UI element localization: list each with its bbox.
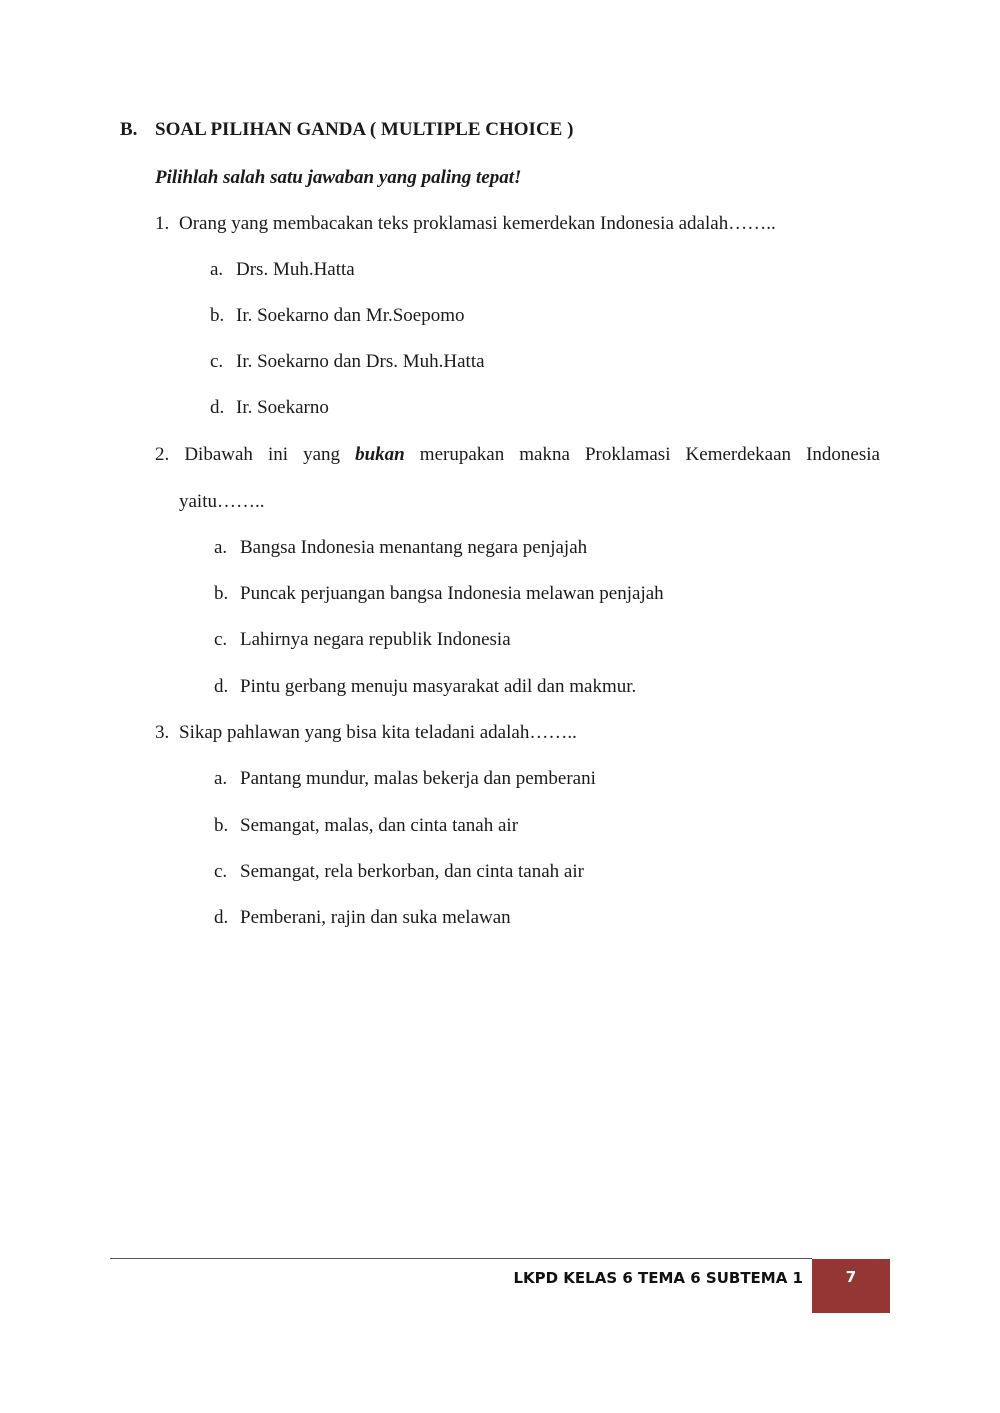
option-text: Puncak perjuangan bangsa Indonesia melawan penjajah bbox=[240, 583, 664, 604]
question-3-text: Sikap pahlawan yang bisa kita teladani adalah…….. bbox=[179, 722, 577, 743]
question-3 bbox=[155, 721, 577, 745]
question-2-word: ini bbox=[267, 444, 289, 465]
option-letter: d. bbox=[214, 676, 229, 697]
section-title: SOAL PILIHAN GANDA ( MULTIPLE CHOICE ) bbox=[155, 119, 574, 140]
question-2-word: Dibawah bbox=[184, 444, 253, 465]
instruction-text: Pilihlah salah satu jawaban yang paling tepat! bbox=[155, 167, 522, 188]
option-text: Ir. Soekarno dan Mr.Soepomo bbox=[236, 305, 465, 326]
question-1 bbox=[155, 212, 776, 236]
option-text: Lahirnya negara republik Indonesia bbox=[240, 629, 511, 650]
option-letter: c. bbox=[210, 351, 224, 372]
option-text: Semangat, rela berkorban, dan cinta tanah air bbox=[240, 861, 584, 882]
question-2 bbox=[155, 443, 880, 467]
question-2-word: merupakan bbox=[419, 444, 505, 465]
question-2-option-d bbox=[214, 675, 636, 699]
option-text: Pemberani, rajin dan suka melawan bbox=[240, 907, 511, 928]
question-1-option-d bbox=[210, 396, 329, 420]
section-letter: B. bbox=[120, 119, 138, 140]
option-letter: c. bbox=[214, 629, 228, 650]
page-number-box bbox=[812, 1259, 890, 1313]
question-2-continuation: yaitu…….. bbox=[179, 491, 265, 512]
question-3-option-b bbox=[214, 814, 518, 838]
question-2-option-b bbox=[214, 582, 664, 606]
option-text: Ir. Soekarno bbox=[236, 397, 329, 418]
question-1-option-c bbox=[210, 350, 485, 374]
question-2-word: makna bbox=[519, 444, 570, 465]
section-heading bbox=[120, 118, 573, 142]
footer-label: LKPD KELAS 6 TEMA 6 SUBTEMA 1 bbox=[513, 1269, 803, 1287]
option-text: Semangat, malas, dan cinta tanah air bbox=[240, 815, 519, 836]
option-text: Pantang mundur, malas bekerja dan pemberani bbox=[240, 768, 596, 789]
option-letter: a. bbox=[210, 259, 224, 280]
option-letter: c. bbox=[214, 861, 228, 882]
footer-divider bbox=[110, 1258, 812, 1259]
question-2-word: Indonesia bbox=[806, 444, 880, 465]
option-letter: b. bbox=[214, 583, 229, 604]
question-2-option-c bbox=[214, 628, 511, 652]
option-letter: b. bbox=[214, 815, 229, 836]
question-1-option-b bbox=[210, 304, 465, 328]
question-3-option-d bbox=[214, 906, 511, 930]
option-text: Bangsa Indonesia menantang negara penjajah bbox=[240, 537, 588, 558]
question-3-number: 3. bbox=[155, 722, 170, 743]
question-2-number: 2. bbox=[155, 444, 170, 465]
question-2-emphasis: bukan bbox=[355, 444, 405, 465]
question-3-option-a bbox=[214, 767, 596, 791]
option-text: Drs. Muh.Hatta bbox=[236, 259, 355, 280]
question-2-option-a bbox=[214, 536, 587, 560]
option-letter: a. bbox=[214, 768, 228, 789]
option-letter: a. bbox=[214, 537, 228, 558]
option-text: Ir. Soekarno dan Drs. Muh.Hatta bbox=[236, 351, 485, 372]
question-3-option-c bbox=[214, 860, 584, 884]
option-letter: d. bbox=[214, 907, 229, 928]
option-text: Pintu gerbang menuju masyarakat adil dan makmur. bbox=[240, 676, 637, 697]
question-1-number: 1. bbox=[155, 213, 170, 234]
option-letter: d. bbox=[210, 397, 225, 418]
question-2-word: yang bbox=[303, 444, 341, 465]
question-1-text: Orang yang membacakan teks proklamasi kemerdekan Indonesia adalah…….. bbox=[179, 213, 776, 234]
question-2-word: Kemerdekaan bbox=[685, 444, 792, 465]
question-1-option-a bbox=[210, 258, 355, 282]
question-2-word: Proklamasi bbox=[584, 444, 671, 465]
page-number: 7 bbox=[845, 1268, 857, 1286]
option-letter: b. bbox=[210, 305, 225, 326]
